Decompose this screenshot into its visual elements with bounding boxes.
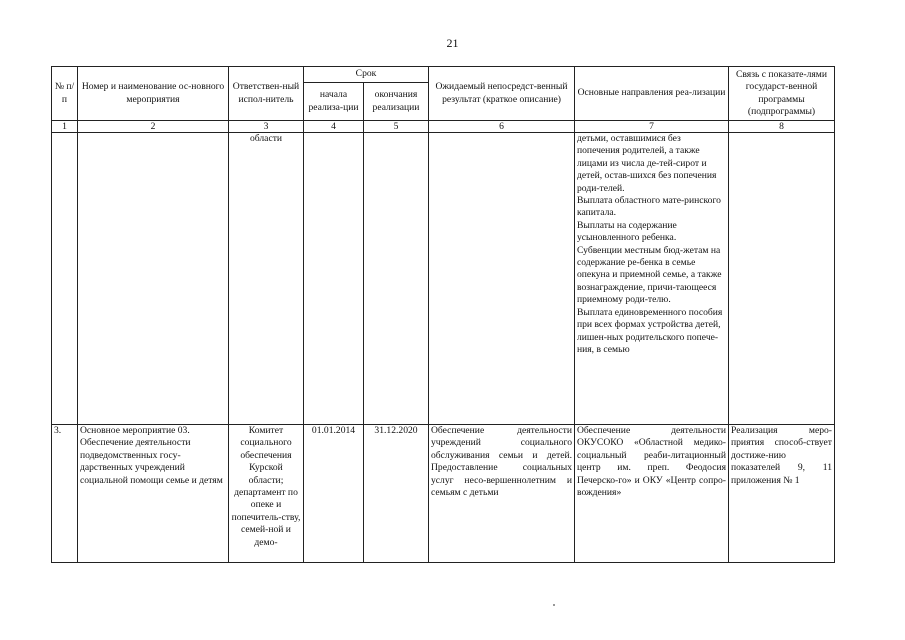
cell-num: 3. (52, 425, 78, 563)
measures-table (51, 66, 835, 563)
header-directions: Основные направления реа-лизации (575, 67, 729, 121)
page-number: 21 (446, 36, 459, 50)
scan-speck (553, 604, 555, 606)
cell-link (729, 133, 835, 425)
cell-name (78, 133, 229, 425)
direction-item: Выплаты на содержание усыновленного ребенка. (577, 219, 677, 244)
column-number-row (52, 121, 835, 133)
column-number: 1 (52, 121, 78, 133)
column-number: 3 (229, 121, 304, 133)
cell-end: 31.12.2020 (364, 425, 429, 563)
column-number: 5 (364, 121, 429, 133)
cell-directions (575, 133, 729, 425)
header-term-end: окончания реализации (364, 83, 429, 121)
direction-item: Выплата единовременного пособия при всех формах устройства детей, лишен-ных родительского попече-ния, в семью (577, 306, 723, 355)
header-link: Связь с показате-лями государст-венной программы (подпрограммы) (729, 67, 835, 121)
column-number: 6 (429, 121, 575, 133)
cell-name: Основное мероприятие 03. Обеспечение деятельности подведомственных госу-дарственных учреждений социальной помощи семье и детям (78, 425, 229, 563)
cell-expected (429, 133, 575, 425)
direction-item: Субвенции местным бюд-жетам на содержание ре-бенка в семье опекуна и приемной семье, а также вознаграждение, причи-тающееся приемному роди-телю. (577, 244, 722, 306)
direction-item: Выплата областного мате-ринского капитала. (577, 195, 721, 219)
header-term-start: начала реализа-ции (304, 83, 364, 121)
header-responsible: Ответствен-ный испол-нитель (229, 67, 304, 121)
column-number: 8 (729, 121, 835, 133)
cell-responsible: области (229, 133, 304, 425)
column-number: 2 (78, 121, 229, 133)
cell-num (52, 133, 78, 425)
cell-expected: Обеспечение деятельности учреждений социального обслуживания семьи и детей. Предоставление социальных услуг несо-вершеннолетним и семьям с детьми (429, 425, 575, 563)
column-number: 7 (575, 121, 729, 133)
cell-start: 01.01.2014 (304, 425, 364, 563)
direction-item: детьми, оставшимися без попечения родителей, а также лицами из числа де-тей-сирот и детей, остав-шихся без попечения роди-телей. (577, 133, 717, 194)
header-name: Номер и наименование ос-новного мероприятия (78, 67, 229, 121)
header-term: Срок (304, 67, 429, 83)
cell-start (304, 133, 364, 425)
table-row (52, 425, 835, 563)
table-row (52, 133, 835, 425)
header-num: № п/п (52, 67, 78, 121)
cell-responsible: Комитет социального обеспечения Курской области; департамент по опеке и попечитель-ству, семей-ной и демо- (229, 425, 304, 563)
header-expected: Ожидаемый непосредст-венный результат (краткое описание) (429, 67, 575, 121)
column-number: 4 (304, 121, 364, 133)
cell-directions: Обеспечение деятельности ОКУСОКО «Областной медико-социальный реаби-литационный центр им. преп. Феодосия Печерско-го» и ОКУ «Центр сопро-вождения» (575, 425, 729, 563)
cell-link: Реализация меро-приятия способ-ствует достиже-нию показателей 9, 11 приложения № 1 (729, 425, 835, 563)
cell-end (364, 133, 429, 425)
